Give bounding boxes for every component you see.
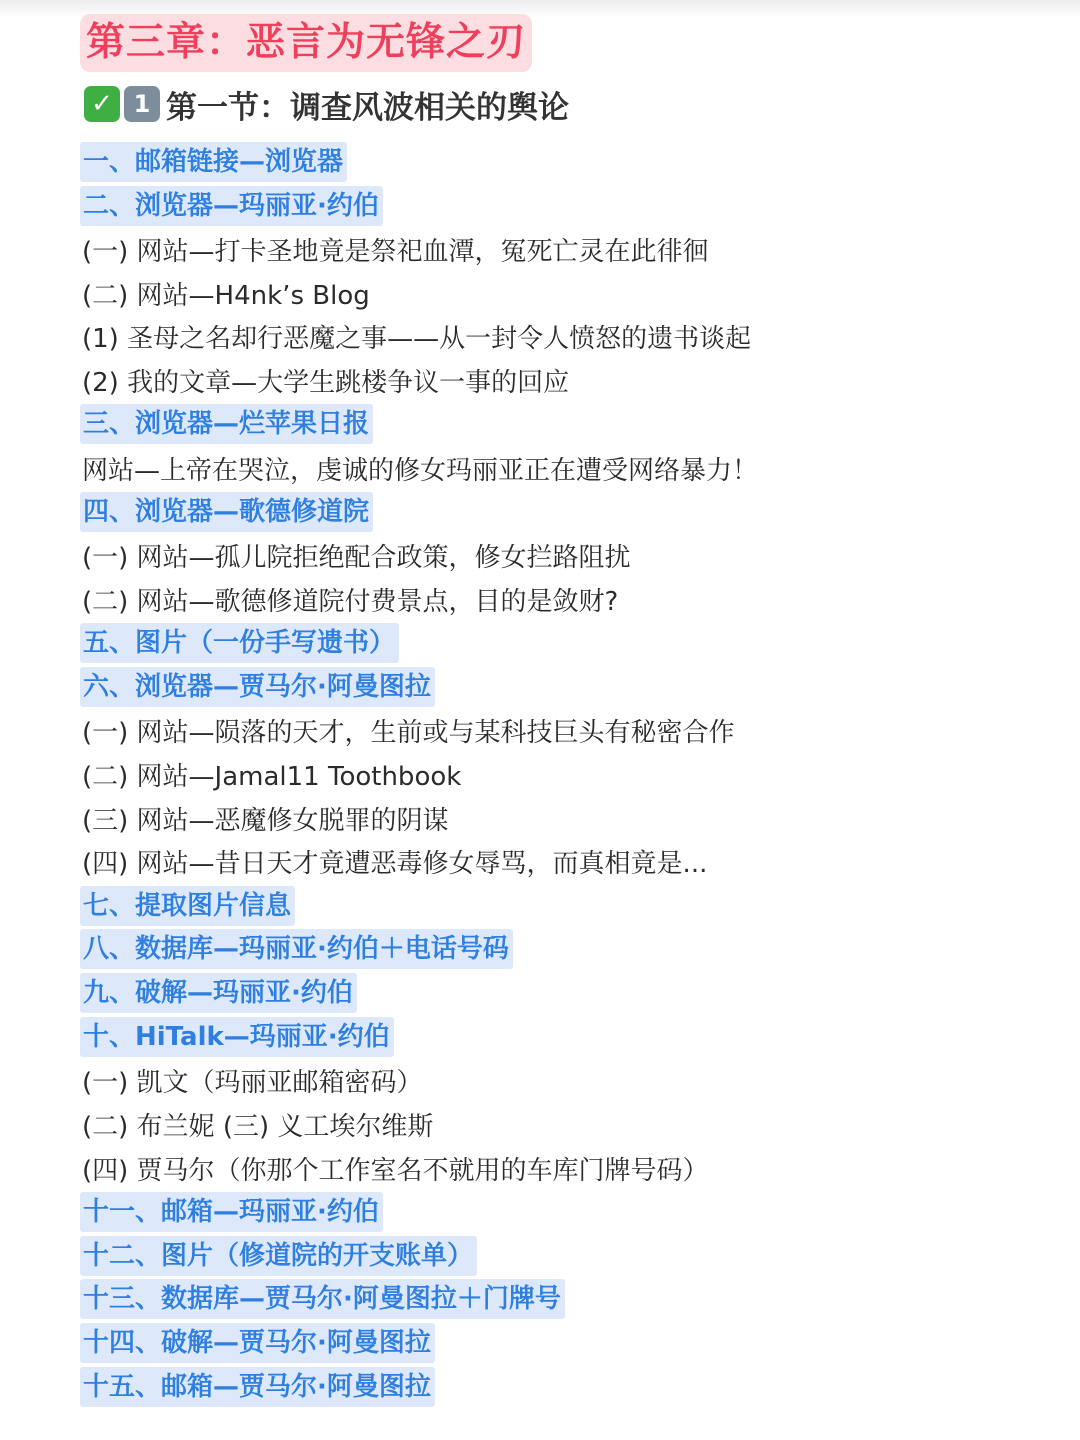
outline-subitem: (一) 网站—打卡圣地竟是祭祀血潭，冤死亡灵在此徘徊 [82, 236, 709, 267]
outline-heading: 八、数据库—玛丽亚·约伯＋电话号码 [80, 929, 513, 969]
outline-subitem-row [80, 578, 1060, 622]
outline-heading: 一、邮箱链接—浏览器 [80, 142, 347, 182]
section-title: 第一节：调查风波相关的舆论 [166, 89, 569, 126]
outline-subitem-row [80, 1146, 1060, 1190]
outline-heading-row [80, 1234, 1060, 1278]
check-mark-icon: ✓ [84, 86, 120, 122]
outline-subitem: (一) 凯文（玛丽亚邮箱密码） [82, 1068, 423, 1099]
outline-heading-row [80, 884, 1060, 928]
outline-heading: 十、HiTalk—玛丽亚·约伯 [80, 1017, 394, 1057]
outline-heading-row [80, 928, 1060, 972]
outline-heading-row [80, 403, 1060, 447]
outline-subitem: (一) 网站—陨落的天才，生前或与某科技巨头有秘密合作 [82, 718, 735, 749]
outline-subitem: (一) 网站—孤儿院拒绝配合政策，修女拦路阻扰 [82, 543, 631, 574]
outline-subitem-row [80, 359, 1060, 403]
outline-heading: 十二、图片（修道院的开支账单） [80, 1236, 477, 1276]
outline-heading-row [80, 490, 1060, 534]
outline-subitem-row [80, 753, 1060, 797]
outline-subitem-row [80, 709, 1060, 753]
outline-subitem: (二) 网站—Jamal11 Toothbook [82, 761, 462, 792]
outline-heading: 三、浏览器—烂苹果日报 [80, 404, 373, 444]
outline-heading-row [80, 971, 1060, 1015]
outline-subitem-row [80, 840, 1060, 884]
outline-subitem: (四) 网站—昔日天才竟遭恶毒修女辱骂，而真相竟是... [82, 849, 708, 880]
outline-heading-row [80, 1190, 1060, 1234]
outline-subitem: (三) 网站—恶魔修女脱罪的阴谋 [82, 805, 449, 836]
outline-list [80, 140, 1060, 1409]
section-heading [80, 74, 1060, 134]
chapter-title: 第三章：恶言为无锋之刃 [80, 14, 532, 72]
keycap-one-icon: 1 [124, 86, 160, 122]
outline-heading: 九、破解—玛丽亚·约伯 [80, 973, 357, 1013]
chapter-row [80, 14, 1060, 72]
outline-subitem-row [80, 446, 1060, 490]
outline-heading: 四、浏览器—歌德修道院 [80, 492, 373, 532]
outline-subitem: (四) 贾马尔（你那个工作室名不就用的车库门牌号码） [82, 1155, 709, 1186]
outline-heading-row [80, 1278, 1060, 1322]
outline-heading: 十一、邮箱—玛丽亚·约伯 [80, 1192, 383, 1232]
outline-heading-row [80, 1321, 1060, 1365]
outline-subitem-row [80, 796, 1060, 840]
outline-subitem-row [80, 228, 1060, 272]
outline-subitem: (2) 我的文章—大学生跳楼争议一事的回应 [82, 368, 570, 399]
outline-subitem-row [80, 271, 1060, 315]
outline-subitem-row [80, 1059, 1060, 1103]
outline-subitem-row [80, 315, 1060, 359]
outline-heading: 十三、数据库—贾马尔·阿曼图拉＋门牌号 [80, 1279, 565, 1319]
outline-heading-row [80, 665, 1060, 709]
outline-subitem: (二) 网站—H4nk’s Blog [82, 280, 370, 311]
outline-subitem-row [80, 534, 1060, 578]
outline-subitem: (二) 网站—歌德修道院付费景点，目的是敛财? [82, 586, 619, 617]
outline-subitem: (二) 布兰妮 (三) 义工埃尔维斯 [82, 1111, 434, 1142]
outline-heading: 十五、邮箱—贾马尔·阿曼图拉 [80, 1367, 435, 1407]
outline-heading-row [80, 184, 1060, 228]
outline-heading: 五、图片（一份手写遗书） [80, 623, 399, 663]
outline-subitem: (1) 圣母之名却行恶魔之事——从一封令人愤怒的遗书谈起 [82, 324, 752, 355]
outline-heading-row [80, 1015, 1060, 1059]
outline-subitem-row [80, 1103, 1060, 1147]
outline-heading: 二、浏览器—玛丽亚·约伯 [80, 186, 383, 226]
outline-heading: 七、提取图片信息 [80, 886, 295, 926]
note-content [80, 14, 1060, 1409]
outline-heading: 六、浏览器—贾马尔·阿曼图拉 [80, 667, 435, 707]
outline-heading: 十四、破解—贾马尔·阿曼图拉 [80, 1323, 435, 1363]
outline-subitem: 网站—上帝在哭泣，虔诚的修女玛丽亚正在遭受网络暴力！ [82, 455, 759, 486]
outline-heading-row [80, 140, 1060, 184]
outline-heading-row [80, 1365, 1060, 1409]
outline-heading-row [80, 621, 1060, 665]
